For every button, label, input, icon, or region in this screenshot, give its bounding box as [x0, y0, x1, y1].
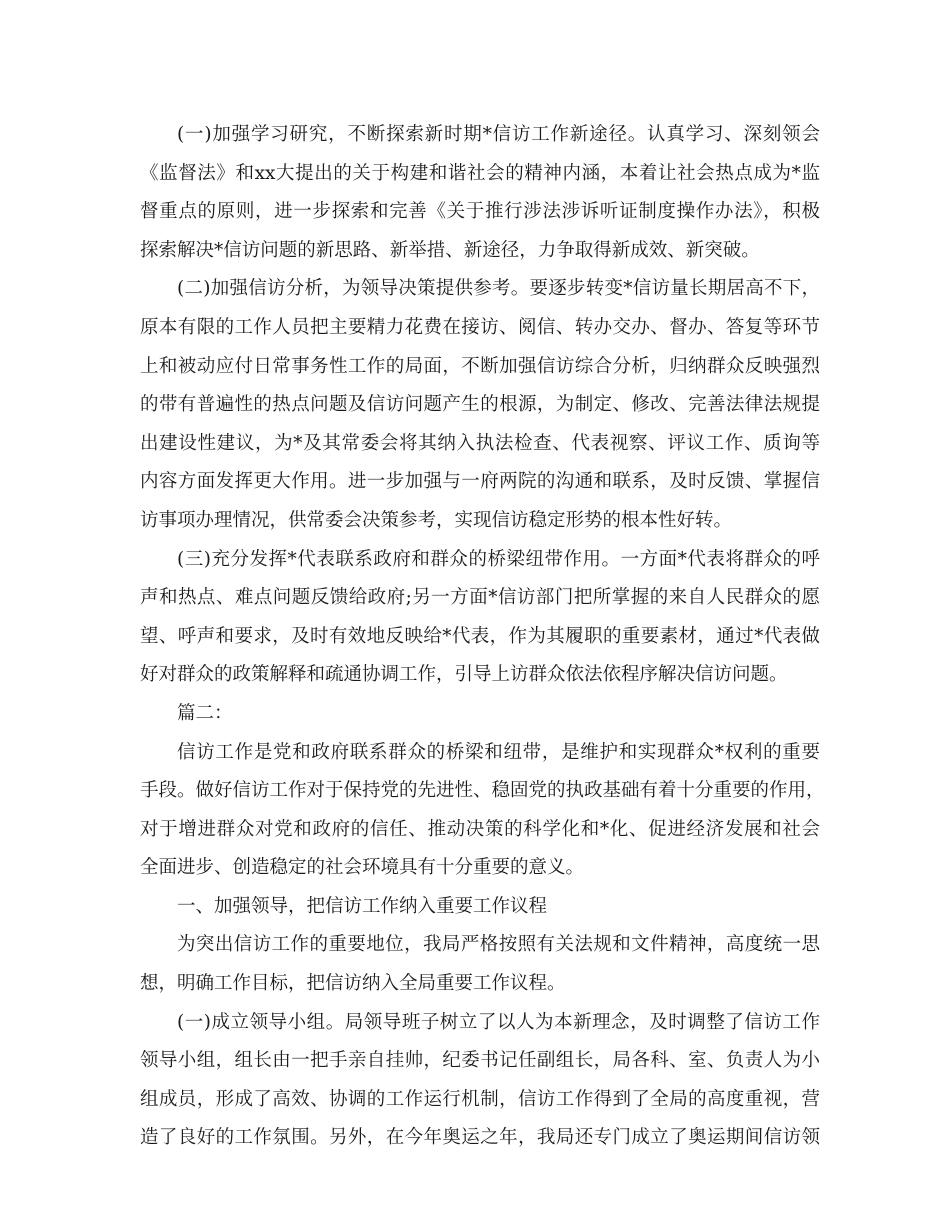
- text-line: 声和热点、难点问题反馈给政府;另一方面*信访部门把所掌握的来自人民群众的愿: [140, 587, 820, 609]
- text-line: 原本有限的工作人员把主要精力花费在接访、阅信、转办交办、督办、答复等环节: [140, 316, 820, 338]
- text-line: 望、呼声和要求，及时有效地反映给*代表，作为其履职的重要素材，通过*代表做: [140, 625, 820, 647]
- text-line: 好对群众的政策解释和疏通协调工作，引导上访群众依法依程序解决信访问题。: [140, 664, 788, 686]
- text-line: 想，明确工作目标，把信访纳入全局重要工作议程。: [140, 973, 566, 995]
- text-line: 《监督法》和xx大提出的关于构建和谐社会的精神内涵，本着让社会热点成为*监: [140, 162, 820, 184]
- text-line: 信访工作是党和政府联系群众的桥梁和纽带，是维护和实现群众*权利的重要: [177, 741, 820, 763]
- text-line: (一)成立领导小组。局领导班子树立了以人为本新理念，及时调整了信访工作: [177, 1011, 820, 1033]
- text-line: 领导小组，组长由一把手亲自挂帅，纪委书记任副组长，局各科、室、负责人为小: [140, 1050, 820, 1072]
- text-line: 督重点的原则，进一步探索和完善《关于推行涉法涉诉听证制度操作办法》，积极: [140, 201, 820, 223]
- text-line: 对于增进群众对党和政府的信任、推动决策的科学化和*化、促进经济发展和社会: [140, 818, 820, 840]
- document-body: [140, 116, 825, 1158]
- text-line: 探索解决*信访问题的新思路、新举措、新途径，力争取得新成效、新突破。: [140, 239, 760, 261]
- text-line: (三)充分发挥*代表联系政府和群众的桥梁纽带作用。一方面*代表将群众的呼: [177, 548, 820, 570]
- text-line: 全面进步、创造稳定的社会环境具有十分重要的意义。: [140, 857, 585, 879]
- text-line: 组成员，形成了高效、协调的工作运行机制，信访工作得到了全局的高度重视，营: [140, 1088, 820, 1110]
- text-line: 上和被动应付日常事务性工作的局面，不断加强信访综合分析，归纳群众反映强烈: [140, 355, 820, 377]
- text-line: (一)加强学习研究，不断探索新时期*信访工作新途径。认真学习、深刻领会: [177, 124, 820, 145]
- text-line: 造了良好的工作氛围。另外，在今年奥运之年，我局还专门成立了奥运期间信访领: [140, 1127, 820, 1149]
- text-line: 的带有普遍性的热点问题及信访问题产生的根源，为制定、修改、完善法律法规提: [140, 394, 820, 416]
- text-line: 一、加强领导，把信访工作纳入重要工作议程: [177, 895, 548, 917]
- text-line: 手段。做好信访工作对于保持党的先进性、稳固党的执政基础有着十分重要的作用，: [140, 780, 825, 802]
- text-line: 为突出信访工作的重要地位，我局严格按照有关法规和文件精神，高度统一思: [177, 934, 820, 956]
- text-line: 篇二：: [177, 702, 233, 724]
- text-line: 出建设性建议，为*及其常委会将其纳入执法检查、代表视察、评议工作、质询等: [140, 432, 820, 454]
- text-line: 内容方面发挥更大作用。进一步加强与一府两院的沟通和联系，及时反馈、掌握信: [140, 471, 820, 493]
- text-line: 访事项办理情况，供常委会决策参考，实现信访稳定形势的根本性好转。: [140, 509, 733, 531]
- text-line: (二)加强信访分析，为领导决策提供参考。要逐步转变*信访量长期居高不下，: [177, 278, 820, 300]
